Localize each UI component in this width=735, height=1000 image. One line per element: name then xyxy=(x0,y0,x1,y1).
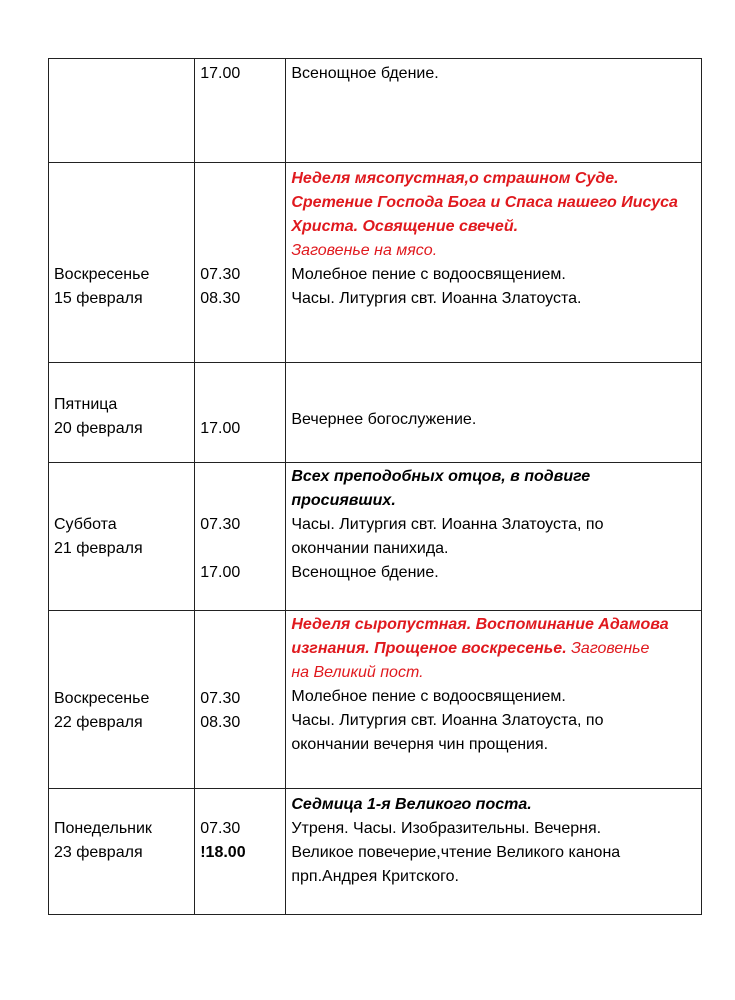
table-row xyxy=(49,163,702,363)
day-name: Воскресенье xyxy=(54,266,150,283)
service-line: Часы. Литургия свт. Иоанна Златоуста. xyxy=(291,290,582,307)
time-cell xyxy=(195,463,286,611)
feast-title: Сретение Господа Бога и Спаса нашего Иисуса xyxy=(291,194,678,211)
service-line: Великое повечерие,чтение Великого канона xyxy=(291,844,621,861)
service-cell xyxy=(286,789,702,915)
service-line: Вечернее богослужение. xyxy=(291,411,477,428)
date-text: 21 февраля xyxy=(54,540,143,557)
feast-title: Неделя сыропустная. Воспоминание Адамова xyxy=(291,616,669,633)
day-name: Суббота xyxy=(54,516,117,533)
time-cell xyxy=(195,363,286,463)
time-text: 07.30 xyxy=(200,516,241,533)
service-cell xyxy=(286,59,702,163)
time-text: 07.30 xyxy=(200,690,241,707)
time-text: 17.00 xyxy=(200,420,241,437)
service-line: Часы. Литургия свт. Иоанна Златоуста, по xyxy=(291,712,604,729)
time-text: 07.30 xyxy=(200,820,241,837)
day-cell xyxy=(49,463,195,611)
day-cell xyxy=(49,789,195,915)
table-row xyxy=(49,463,702,611)
service-line: Всенощное бдение. xyxy=(291,65,439,82)
day-name: Пятница xyxy=(54,396,118,413)
time-cell xyxy=(195,611,286,789)
feast-title: Христа. Освящение свечей. xyxy=(291,218,519,235)
time-text: 08.30 xyxy=(200,714,241,731)
table-row xyxy=(49,611,702,789)
date-text: 20 февраля xyxy=(54,420,143,437)
day-cell xyxy=(49,611,195,789)
day-cell xyxy=(49,363,195,463)
feast-title-line xyxy=(291,637,701,661)
time-cell xyxy=(195,163,286,363)
time-cell xyxy=(195,789,286,915)
feast-title: просиявших. xyxy=(291,492,396,509)
service-line: Утреня. Часы. Изобразительны. Вечерня. xyxy=(291,820,602,837)
service-line: окончании панихида. xyxy=(291,540,449,557)
day-name: Воскресенье xyxy=(54,690,150,707)
service-line: прп.Андрея Критского. xyxy=(291,868,459,885)
day-name: Понедельник xyxy=(54,820,152,837)
date-text: 22 февраля xyxy=(54,714,143,731)
service-line: Всенощное бдение. xyxy=(291,564,439,581)
service-line: Часы. Литургия свт. Иоанна Златоуста, по xyxy=(291,516,604,533)
feast-title: Седмица 1-я Великого поста. xyxy=(291,796,532,813)
service-line: Молебное пение с водоосвящением. xyxy=(291,688,566,705)
feast-title: Всех преподобных отцов, в подвиге xyxy=(291,468,591,485)
date-text: 15 февраля xyxy=(54,290,143,307)
table-row xyxy=(49,789,702,915)
time-text: 17.00 xyxy=(200,564,241,581)
spacer xyxy=(200,537,285,561)
time-text: 07.30 xyxy=(200,266,241,283)
feast-note: Заговенье xyxy=(566,640,650,657)
table-row xyxy=(49,59,702,163)
time-text: 08.30 xyxy=(200,290,241,307)
day-cell xyxy=(49,59,195,163)
service-cell xyxy=(286,163,702,363)
service-line: окончании вечерня чин прощения. xyxy=(291,736,549,753)
service-cell xyxy=(286,463,702,611)
service-line: Молебное пение с водоосвящением. xyxy=(291,266,566,283)
day-cell xyxy=(49,163,195,363)
time-text: 17.00 xyxy=(200,65,241,82)
time-cell xyxy=(195,59,286,163)
feast-title: изгнания. Прощеное воскресенье. xyxy=(291,640,567,657)
feast-title: Неделя мясопустная,о страшном Суде. xyxy=(291,170,619,187)
time-text: !18.00 xyxy=(200,844,246,861)
date-text: 23 февраля xyxy=(54,844,143,861)
table-row xyxy=(49,363,702,463)
schedule-table xyxy=(48,58,702,915)
service-cell xyxy=(286,363,702,463)
feast-note: на Великий пост. xyxy=(291,664,424,681)
feast-note: Заговенье на мясо. xyxy=(291,242,438,259)
service-cell xyxy=(286,611,702,789)
